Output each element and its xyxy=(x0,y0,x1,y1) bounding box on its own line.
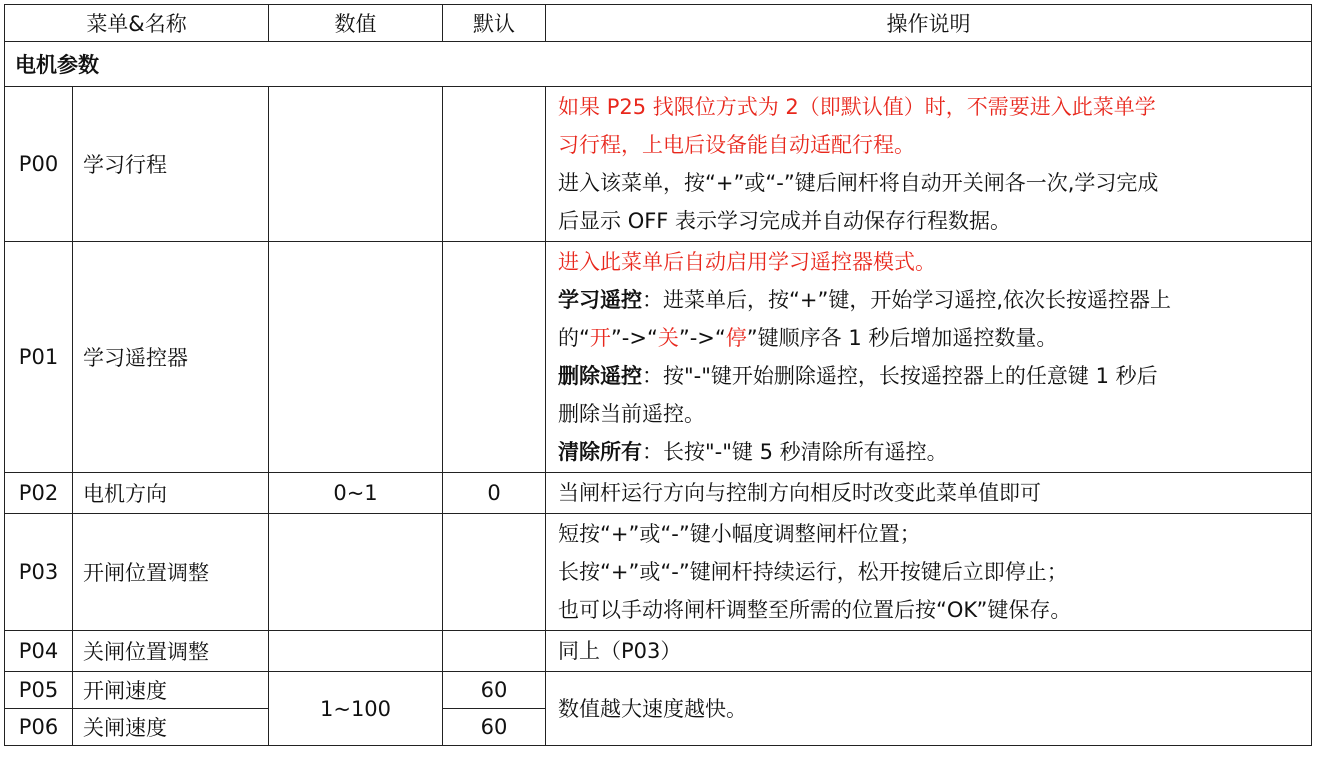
param-code: P02 xyxy=(5,473,73,514)
param-name: 开闸速度 xyxy=(73,672,269,709)
seq-text: 的“ xyxy=(558,326,590,350)
param-description xyxy=(546,242,1312,473)
param-code: P03 xyxy=(5,514,73,631)
learn-remote-text: ：进菜单后，按“+”键，开始学习遥控,依次长按遥控器上 xyxy=(642,288,1172,312)
param-default: 0 xyxy=(443,473,546,514)
param-code: P00 xyxy=(5,87,73,242)
table-row xyxy=(5,631,1312,672)
param-value xyxy=(269,514,443,631)
param-name: 开闸位置调整 xyxy=(73,514,269,631)
learn-remote-label: 学习遥控 xyxy=(558,288,643,312)
param-default: 60 xyxy=(443,672,546,709)
description-line: 长按“+”或“-”键闸杆持续运行，松开按键后立即停止； xyxy=(558,560,1068,584)
param-name: 学习行程 xyxy=(73,87,269,242)
header-value: 数值 xyxy=(269,5,443,42)
header-row xyxy=(5,5,1312,42)
param-value xyxy=(269,87,443,242)
param-value xyxy=(269,242,443,473)
delete-remote-text: ：按"-"键开始删除遥控，长按遥控器上的任意键 1 秒后 xyxy=(642,364,1158,388)
parameter-table xyxy=(4,4,1312,746)
seq-text: ”->“ xyxy=(678,326,726,350)
table-row xyxy=(5,672,1312,709)
table-row xyxy=(5,242,1312,473)
description-line: 后显示 OFF 表示学习完成并自动保存行程数据。 xyxy=(558,209,1012,233)
param-value xyxy=(269,631,443,672)
param-code: P04 xyxy=(5,631,73,672)
header-description: 操作说明 xyxy=(546,5,1312,42)
param-name: 学习遥控器 xyxy=(73,242,269,473)
section-title: 电机参数 xyxy=(5,42,1312,87)
param-default xyxy=(443,631,546,672)
description-line: 删除当前遥控。 xyxy=(558,402,706,426)
param-name: 电机方向 xyxy=(73,473,269,514)
param-value: 0~1 xyxy=(269,473,443,514)
key-close: 关 xyxy=(657,326,679,350)
description-line-highlight: 进入此菜单后自动启用学习遥控器模式。 xyxy=(558,250,937,274)
param-default: 60 xyxy=(443,709,546,746)
key-open: 开 xyxy=(589,326,611,350)
section-row xyxy=(5,42,1312,87)
param-description: 同上（P03） xyxy=(546,631,1312,672)
table-row xyxy=(5,87,1312,242)
description-line: 短按“+”或“-”键小幅度调整闸杆位置； xyxy=(558,522,921,546)
clear-all-text: ：长按"-"键 5 秒清除所有遥控。 xyxy=(642,440,948,464)
description-line-highlight: 习行程，上电后设备能自动适配行程。 xyxy=(558,133,916,157)
param-default xyxy=(443,514,546,631)
description-line: 也可以手动将闸杆调整至所需的位置后按“OK”键保存。 xyxy=(558,598,1072,622)
delete-remote-label: 删除遥控 xyxy=(558,364,643,388)
table-row xyxy=(5,473,1312,514)
param-description: 数值越大速度越快。 xyxy=(546,672,1312,746)
param-default xyxy=(443,242,546,473)
seq-text: ”->“ xyxy=(610,326,658,350)
seq-text: ”键顺序各 1 秒后增加遥控数量。 xyxy=(746,326,1058,350)
param-code: P05 xyxy=(5,672,73,709)
clear-all-label: 清除所有 xyxy=(558,440,643,464)
header-menu-name: 菜单&名称 xyxy=(5,5,269,42)
param-description xyxy=(546,87,1312,242)
description-line xyxy=(558,319,1299,357)
param-code: P01 xyxy=(5,242,73,473)
table-row xyxy=(5,514,1312,631)
description-line xyxy=(558,433,1299,471)
description-line xyxy=(558,357,1299,395)
param-default xyxy=(443,87,546,242)
key-stop: 停 xyxy=(725,326,747,350)
param-description xyxy=(546,514,1312,631)
header-default: 默认 xyxy=(443,5,546,42)
param-name: 关闸速度 xyxy=(73,709,269,746)
param-value: 1~100 xyxy=(269,672,443,746)
param-description: 当闸杆运行方向与控制方向相反时改变此菜单值即可 xyxy=(546,473,1312,514)
description-line-highlight: 如果 P25 找限位方式为 2（即默认值）时，不需要进入此菜单学 xyxy=(558,95,1156,119)
description-line xyxy=(558,281,1299,319)
description-line: 进入该菜单，按“+”或“-”键后闸杆将自动开关闸各一次,学习完成 xyxy=(558,171,1159,195)
param-code: P06 xyxy=(5,709,73,746)
param-name: 关闸位置调整 xyxy=(73,631,269,672)
